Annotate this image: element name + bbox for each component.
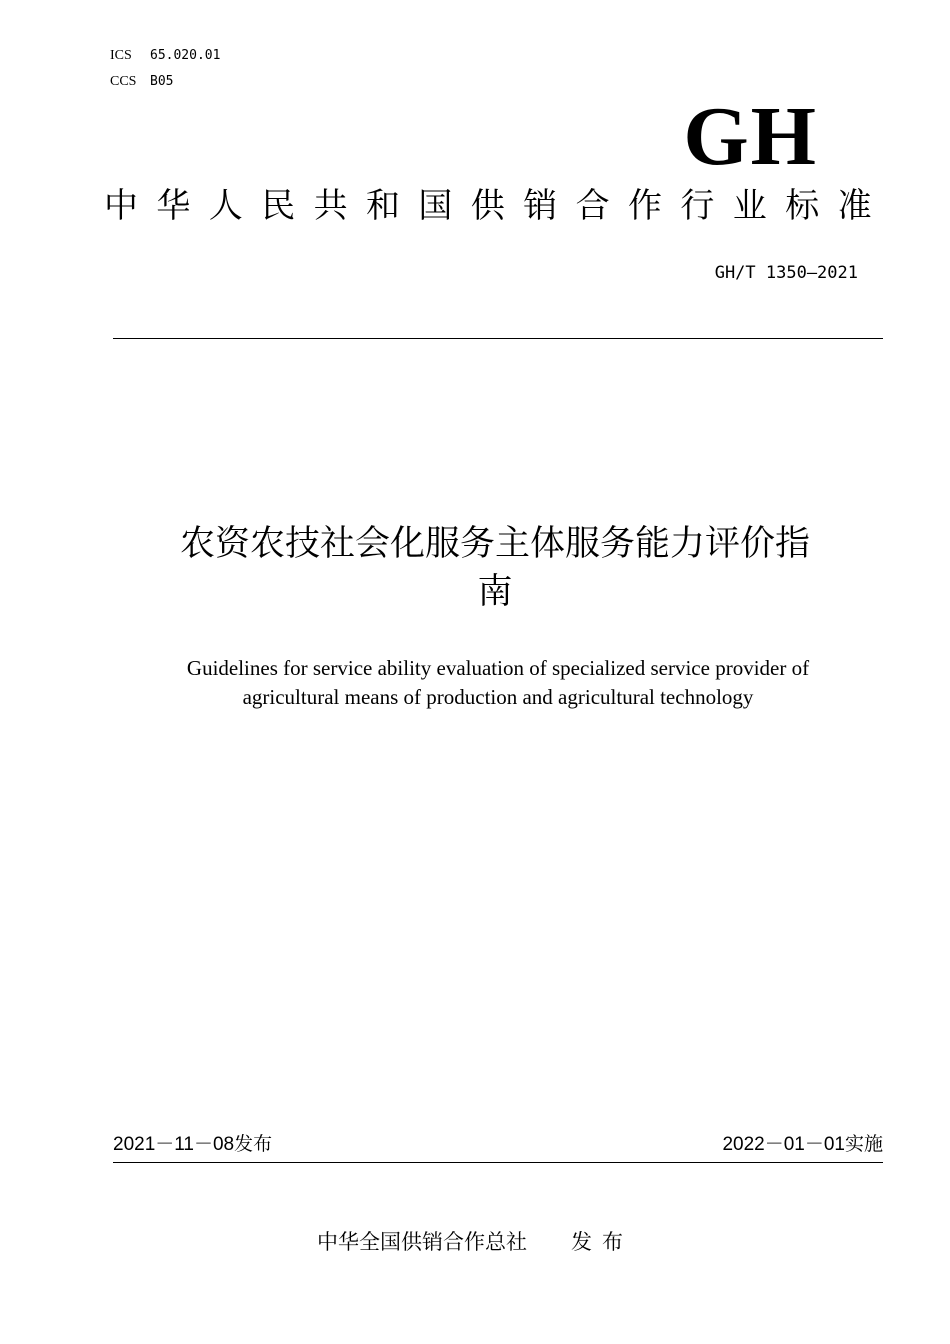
ccs-line bbox=[110, 72, 173, 91]
issue-date-suffix: 发布 bbox=[234, 1133, 273, 1155]
ics-label: ICS bbox=[110, 48, 132, 63]
standard-number: GH/T 1350—2021 bbox=[714, 263, 858, 283]
ccs-code: B05 bbox=[150, 74, 174, 89]
publisher-name: 中华全国供销合作总社 bbox=[317, 1230, 527, 1254]
ics-code: 65.020.01 bbox=[150, 48, 221, 63]
bottom-divider bbox=[113, 1162, 883, 1163]
issue-date-value: 2021－11－08 bbox=[113, 1134, 235, 1155]
org-title: 中华人民共和国供销合作行业标准 bbox=[104, 186, 890, 226]
document-title-cn bbox=[100, 520, 890, 616]
ccs-label: CCS bbox=[110, 74, 137, 89]
implementation-date-suffix: 实施 bbox=[844, 1133, 883, 1155]
title-en-line2: agricultural means of production and agricultural technology bbox=[242, 685, 754, 709]
issue-date bbox=[113, 1131, 272, 1158]
title-cn-line2: 南 bbox=[477, 572, 513, 612]
title-en-line1: Guidelines for service ability evaluation of specialized service provider of bbox=[186, 656, 810, 680]
title-cn-line1: 农资农技社会化服务主体服务能力评价指 bbox=[179, 524, 810, 564]
implementation-date bbox=[722, 1131, 883, 1158]
implementation-date-value: 2022－01－01 bbox=[722, 1134, 845, 1155]
publisher bbox=[0, 1228, 950, 1256]
publisher-verb: 发布 bbox=[571, 1230, 633, 1254]
ics-line bbox=[110, 46, 220, 65]
gh-logo: GH bbox=[683, 90, 818, 183]
top-divider bbox=[113, 338, 883, 339]
document-title-en bbox=[100, 654, 896, 712]
